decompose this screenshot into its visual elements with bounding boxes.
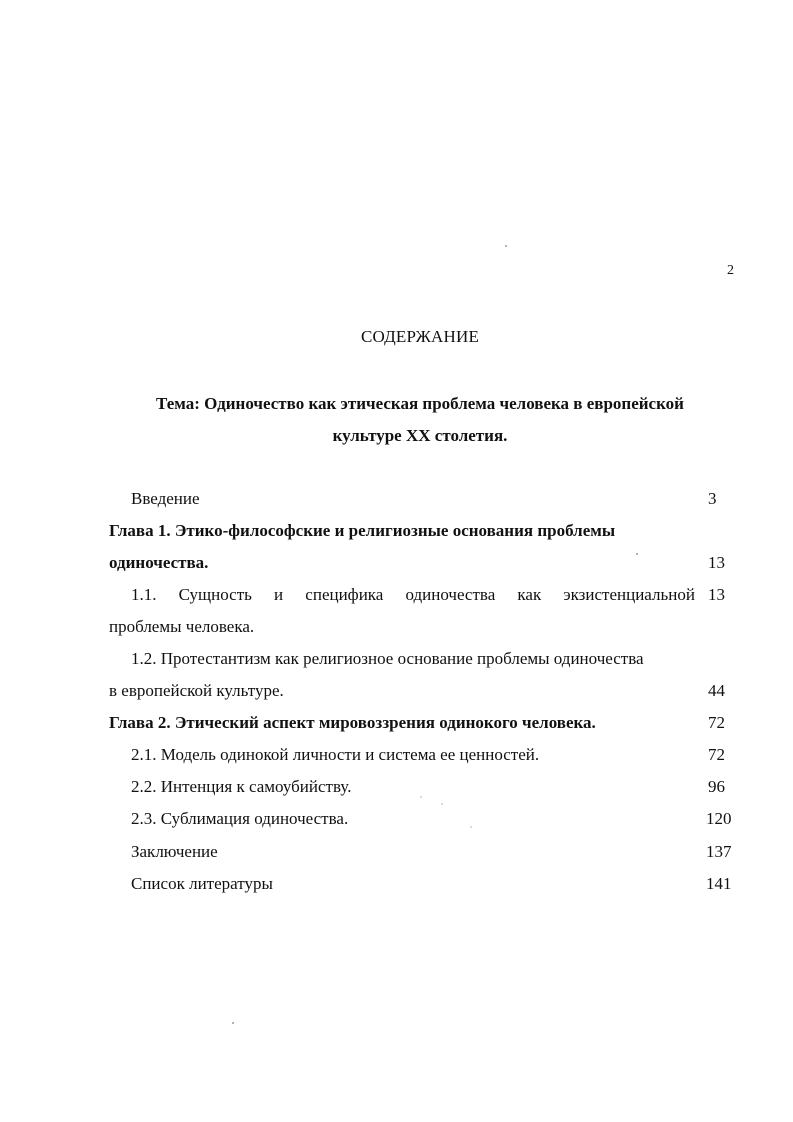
toc-chapter2-label: Глава 2. Этический аспект мировоззрения одинокого человека. bbox=[109, 713, 596, 732]
toc-s2-1-label: 2.1. Модель одинокой личности и система ее ценностей. bbox=[131, 745, 540, 764]
toc-s2-1-page: 72 bbox=[708, 745, 725, 764]
toc-s1-2-line2: в европейской культуре. bbox=[109, 681, 284, 700]
scan-speck bbox=[470, 826, 472, 828]
toc-s1-1-word: Сущность bbox=[178, 585, 252, 604]
scan-speck bbox=[636, 553, 638, 555]
toc-s1-1-line1 bbox=[131, 586, 695, 603]
toc-s1-1-word: и bbox=[274, 585, 284, 604]
toc-s2-3-label: 2.3. Сублимация одиночества. bbox=[131, 809, 349, 828]
toc-s1-1-word: как bbox=[517, 585, 542, 604]
toc-s1-1-word: одиночества bbox=[405, 585, 496, 604]
toc-s1-1-word: специфика bbox=[305, 585, 384, 604]
toc-chapter1-line2: одиночества. bbox=[109, 553, 209, 572]
page-number: 2 bbox=[727, 263, 734, 278]
toc-chapter1-page: 13 bbox=[708, 553, 725, 572]
toc-chapter2-page: 72 bbox=[708, 713, 725, 732]
toc-s1-1-word: 1.1. bbox=[131, 585, 157, 604]
toc-heading: СОДЕРЖАНИЕ bbox=[360, 327, 480, 346]
scan-speck bbox=[420, 796, 422, 798]
toc-intro-label: Введение bbox=[131, 489, 200, 508]
toc-conclusion-page: 137 bbox=[706, 842, 732, 861]
toc-s1-1-page: 13 bbox=[708, 585, 725, 604]
scan-speck bbox=[232, 1022, 234, 1024]
toc-s2-2-label: 2.2. Интенция к самоубийству. bbox=[131, 777, 352, 796]
toc-s2-2-page: 96 bbox=[708, 777, 725, 796]
toc-s2-3-page: 120 bbox=[706, 809, 732, 828]
toc-s1-1-line2: проблемы человека. bbox=[109, 617, 255, 636]
toc-bibliography-label: Список литературы bbox=[131, 874, 273, 893]
toc-conclusion-label: Заключение bbox=[131, 842, 218, 861]
topic-line-1: Тема: Одиночество как этическая проблема человека в европейской bbox=[156, 394, 684, 413]
toc-chapter1-line1: Глава 1. Этико-философские и религиозные основания проблемы bbox=[109, 521, 616, 540]
toc-bibliography-page: 141 bbox=[706, 874, 732, 893]
topic-line-2: культуре XX столетия. bbox=[332, 426, 508, 445]
scan-speck bbox=[505, 245, 507, 247]
toc-intro-page: 3 bbox=[708, 489, 717, 508]
toc-s1-1-word: экзистенциальной bbox=[563, 585, 695, 604]
scan-speck bbox=[441, 803, 443, 805]
toc-s1-2-page: 44 bbox=[708, 681, 725, 700]
toc-s1-2-line1: 1.2. Протестантизм как религиозное основание проблемы одиночества bbox=[131, 649, 644, 668]
